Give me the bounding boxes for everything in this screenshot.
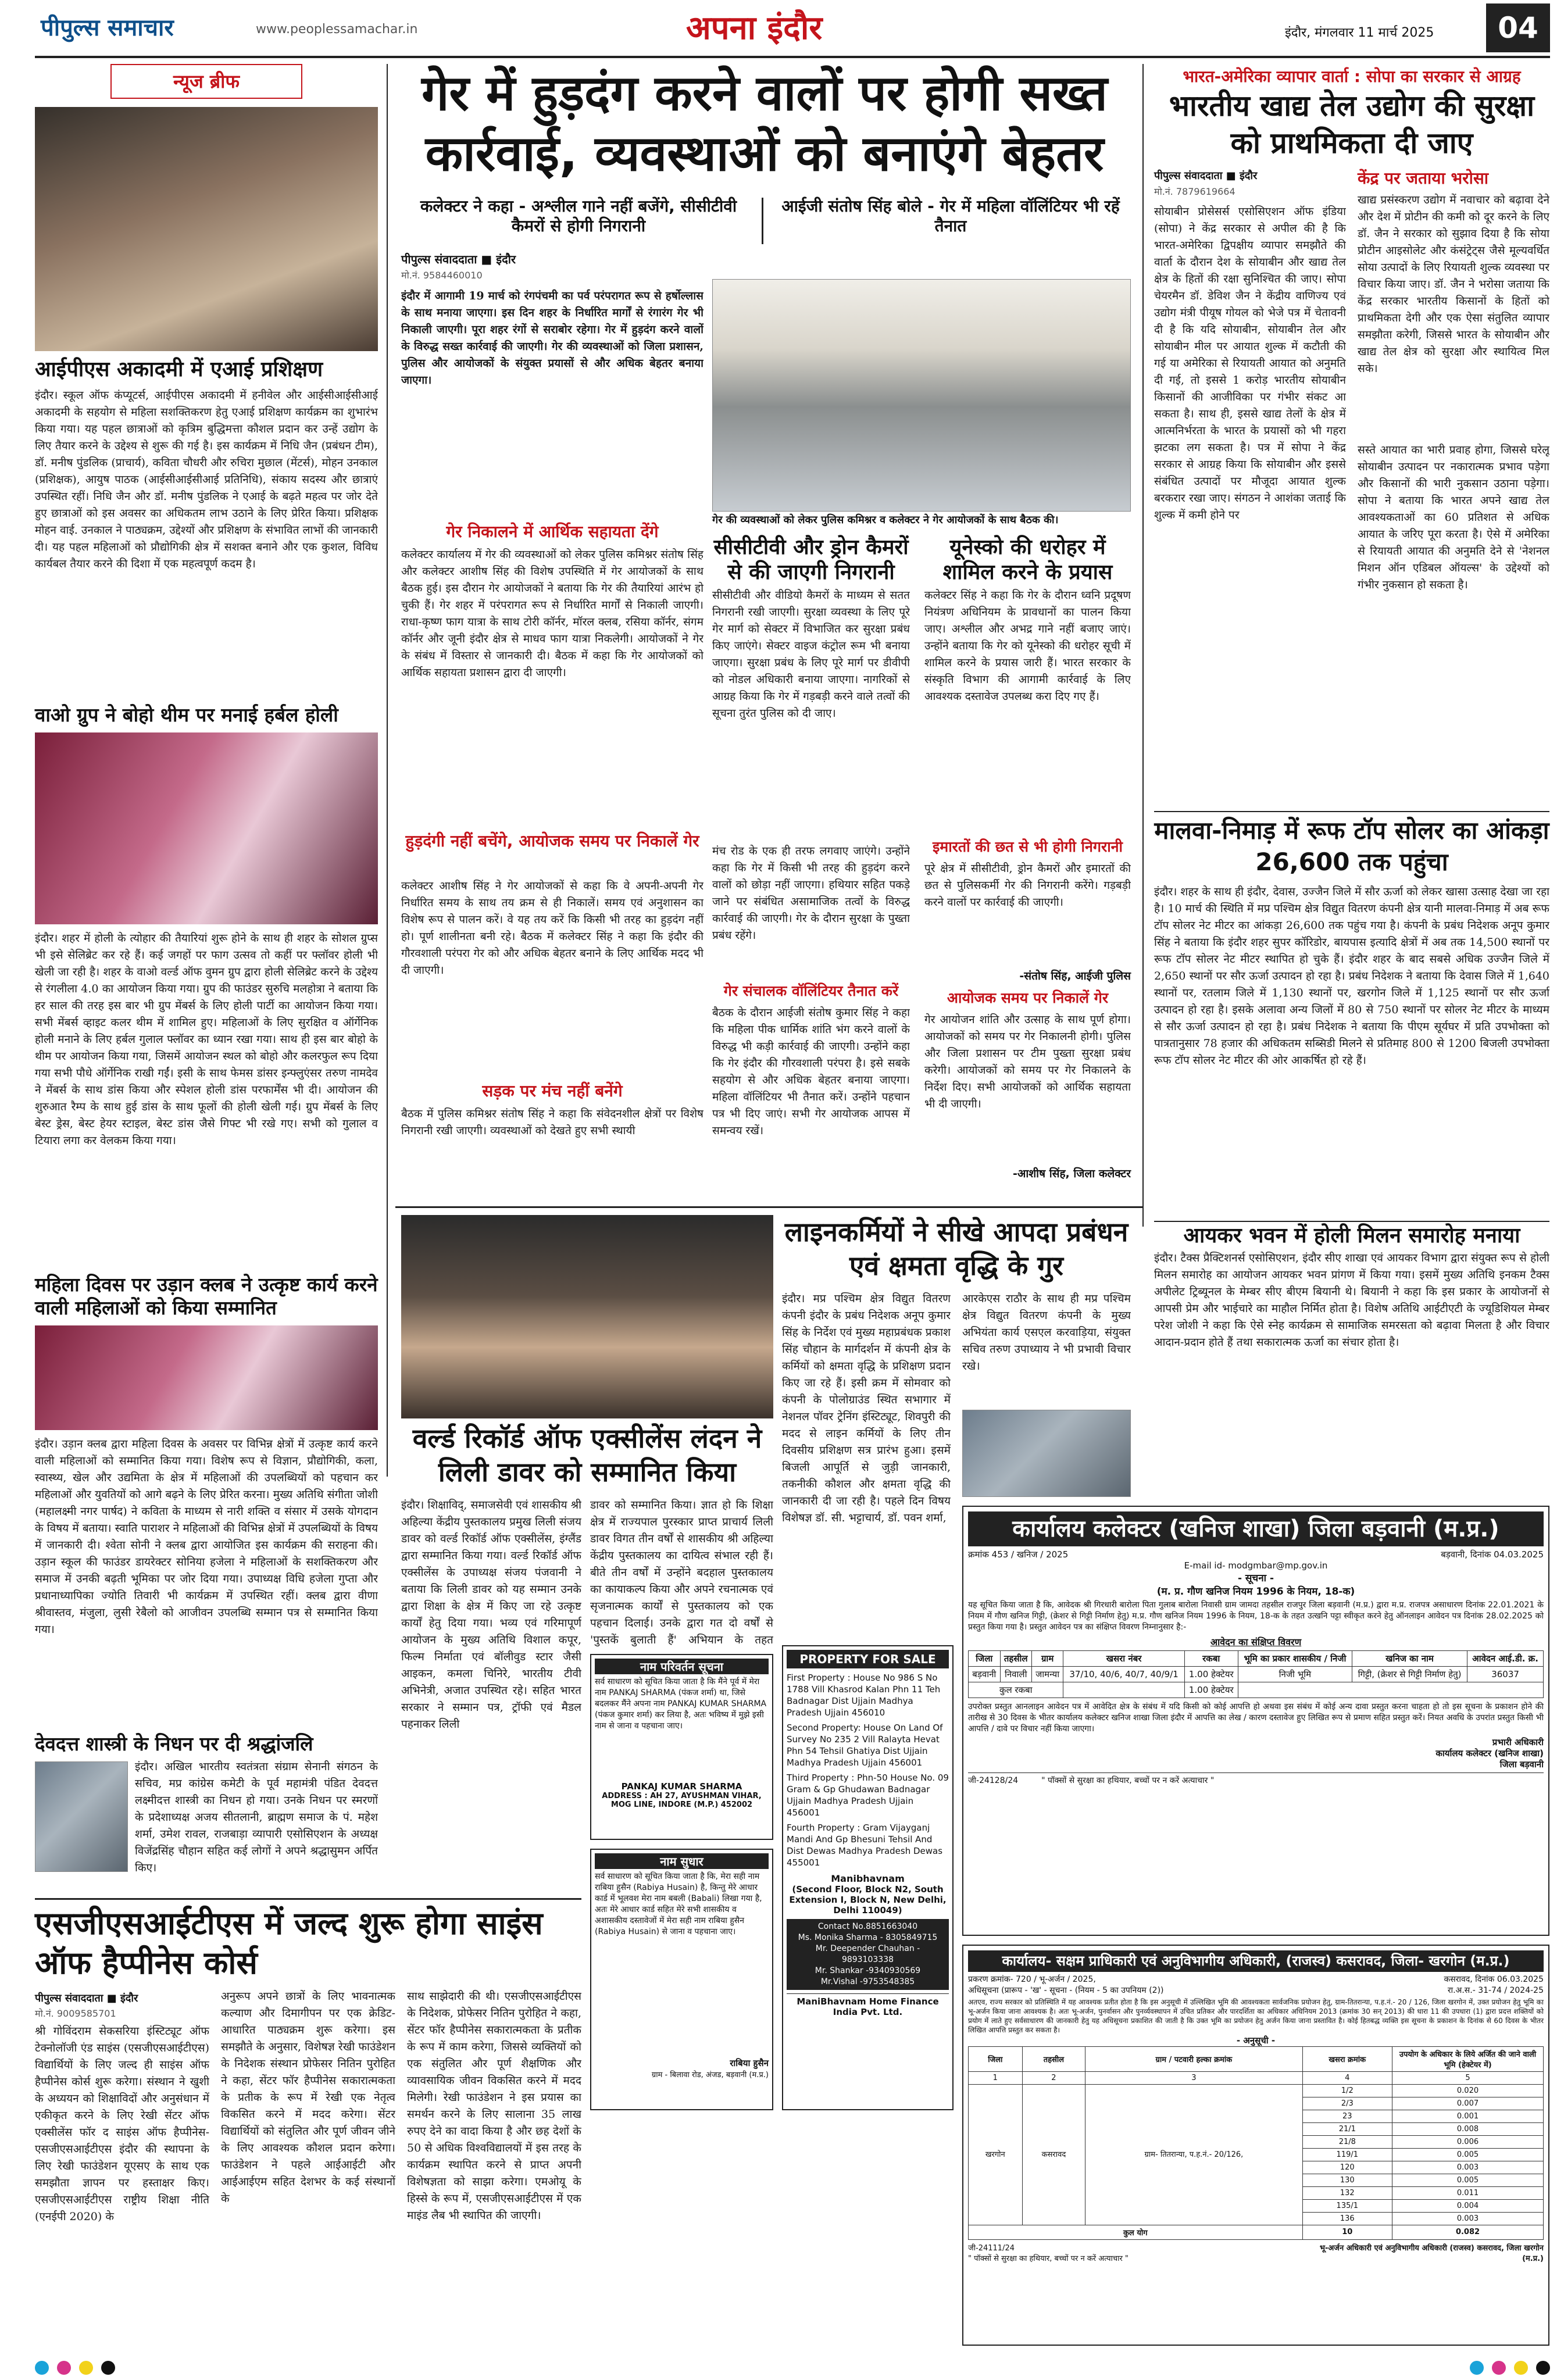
london-body-2: डावर को सम्मानित किया। ज्ञात हो कि शिक्षा क्षेत्र में राज्यपाल पुरस्कार प्राप्त प्राचार्य लिली डावर विगत तीन वर्षों से शासकीय श्री अहिल्या केंद्रीय पुस्तकालय का दायित्व संभाल रही हैं। बीते तीन वर्षों में उन्होंने बदहाल पुस्तकालय का कायाकल्प किया और अपने रचनात्मक एवं सृजनात्मक कार्यों से पुस्तकालय को एक पहचान दिलाई। उनके द्वारा गत दो वर्षों से 'पुस्तकें बुलाती हैं' अभियान के तहत xyxy=(590,1499,773,1646)
table-row: 135/1 0.004 xyxy=(969,2199,1544,2212)
table-total-row: कुल रकबा 1.00 हेक्टेयर xyxy=(969,1682,1544,1698)
collector-subtitle: - सूचना - xyxy=(1237,1573,1274,1584)
sgs-body-3: साथ साझेदारी की थी। एसजीएसआईटीएस के निदेशक, प्रोफेसर नितिन पुरोहित ने कहा, सेंटर फॉर हैप्पीनेस सकारात्मकता के प्रतीक के रूप में काम करेगा, जिससे व्यक्तियों को एक संतुलित और पूर्ण शैक्षणिक और व्यावसायिक जीवन विकसित करने में मदद मिलेगी। रेखी फाउंडेशन ने इस प्रयास का समर्थन करने के लिए सालाना 35 लाख रुपए देने का वादा किया है और छह देशों के 50 से अधिक विश्वविद्यालयों में इस तरह के कार्यक्रम स्थापित करने से प्राप्त अपनी विशेषज्ञता को साझा करेगा। एमओयू के हिस्से के रूप में, एसजीएसआईटीएस में एक माइंड लैब भी स्थापित की जाएगी। xyxy=(407,1990,581,2222)
lineman-headline: लाइनकर्मियों ने सीखे आपदा प्रबंधन एवं क्षमता वृद्धि के गुर xyxy=(784,1216,1129,1281)
unesco-headline: यूनेस्को की धरोहर में शामिल करने के प्रयास xyxy=(942,535,1113,585)
lead-para-1: कलेक्टर कार्यालय में गेर की व्यवस्थाओं को लेकर पुलिस कमिश्नर संतोष सिंह और कलेक्टर आशीष सिंह की विशेष उपस्थिति में गेर आयोजकों के साथ बैठक हुई। इस दौरान गेर आयोजकों ने बताया कि गेर की तैयारियां आरंभ हो चुकी हैं। गेर शहर में परंपरागत रूप से निर्धारित मार्गों से निकाली जाएगी। राधा-कृष्ण फाग यात्रा के साथ टोरी कॉर्नर, मॉरल क्लब, रसिया कॉर्नर, संगम कॉर्नर और जूनी इंदौर क्षेत्र से माधव फाग यात्रा निकलेगी। आयोजकों ने गेर के संबंध में विस्तार से जानकारी दी। बैठक में कहा कि गेर आयोजकों को आर्थिक सहायता प्रशासन द्वारा दी जाएगी। xyxy=(401,548,703,679)
brief-title-4: देवदत्त शास्त्री के निधन पर दी श्रद्धांजलि xyxy=(35,1732,313,1755)
devdutt-portrait xyxy=(35,1761,128,1872)
contact-line: Contact No.8851663040 xyxy=(817,1922,918,1931)
property-2: Second Property: House On Land Of Survey No 235 2 Vill Ralayta Hevat Phn 54 Tehsil Ghatiya Dist Ujjain Madhya Pradesh Ujjain 456001 xyxy=(787,1723,943,1768)
collector-table xyxy=(968,1650,1544,1698)
kasrawad-village: ग्राम- तितरान्या, प.ह.नं.- 20/126, xyxy=(1085,2084,1302,2225)
london-body-1: इंदौर। शिक्षाविद्, समाजसेवी एवं शासकीय श्री अहिल्या केंद्रीय पुस्तकालय प्रमुख लिली संजय डावर को वर्ल्ड रिकॉर्ड ऑफ एक्सीलेंस, इंग्लैंड द्वारा सम्मानित किया गया। वर्ल्ड रिकॉर्ड ऑफ एक्सीलेंस के उपाध्यक्ष संजय पंजवानी ने बताया कि लिली डावर को यह सम्मान उनके द्वारा शिक्षा के क्षेत्र में किए जा रहे उत्कृष्ट कार्यों हेतु दिया गया। भव्य एवं गरिमापूर्ण आयोजन के मुख्य अतिथि विशाल कपूर, फिल्म निर्माता एवं बॉलीवुड स्टार जैसी आइकन, कमला चिनिरे, भारतीय टीवी अभिनेत्री, अजात उपस्थित रहे। सहित भारत सरकार ने सम्मान पत्र, ट्रॉफी एवं मैडल पहनाकर लिली xyxy=(401,1499,581,1731)
property-ad xyxy=(782,1645,954,2110)
lineman-body-1: इंदौर। मप्र पश्चिम क्षेत्र विद्युत वितरण कंपनी इंदौर के प्रबंध निदेशक अनूप कुमार सिंह के निर्देश एवं मुख्य महाप्रबंधक प्रकाश सिंह चौहान के मार्गदर्शन में कंपनी क्षेत्र के कर्मियों को क्षमता वृद्धि के प्रशिक्षण प्रदान किए जा रहे हैं। इसी क्रम में सोमवार को कंपनी के पोलोग्राउंड स्थित सभागार में नेशनल पॉवर ट्रेनिंग इंस्टिट्यूट, शिवपुरी की मदद से लाइन कर्मियों के लिए तीन दिवसीय प्रशिक्षण सत्र प्रारंभ हुआ। इसमें बिजली आपूर्ति से जुड़ी जानकारी, तकनीकी कौशल और क्षमता वृद्धि की जानकारी दी जा रही है। पहले दिन विषय विशेषज्ञ डॉ. सी. भट्टाचार्य, डॉ. पवन शर्मा, xyxy=(782,1292,951,1524)
london-headline: वर्ल्ड रिकॉर्ड ऑफ एक्सीलेंस लंदन ने लिली डावर को सम्मानित किया xyxy=(412,1423,762,1488)
notice2-address: ग्राम - बिलावा रोड, अंजड, बड़वानी (म.प्र.) xyxy=(651,2071,769,2079)
kasrawad-pocso: " पॉक्सों से सुरक्षा का हथियार, बच्चों पर न करें अत्याचार " xyxy=(968,2254,1129,2263)
table-row: 21/8 0.006 xyxy=(969,2135,1544,2148)
contact-line: Ms. Monika Sharma - 8305849715 xyxy=(798,1933,938,1942)
kasrawad-ref-2: रा.अ.स.- 31-74 / 2024-25 xyxy=(1447,1985,1544,1995)
collector-table-title: आवेदन का संक्षिप्त विवरण xyxy=(1210,1636,1302,1648)
oil-kicker: भारत-अमेरिका व्यापार वार्ता : सोपा का सरकार से आग्रह xyxy=(1183,67,1521,86)
lead-deck-2: आईजी संतोष सिंह बोले - गेर में महिला वॉलिंटियर भी रहें तैनात xyxy=(781,196,1120,235)
oil-headline: भारतीय खाद्य तेल उद्योग की सुरक्षा को प्राथमिकता दी जाए xyxy=(1169,89,1535,160)
collector-footer-code: जी-24128/24 xyxy=(968,1776,1019,1785)
table-header: आवेदन आई.डी. क्र. xyxy=(1467,1651,1544,1667)
news-brief-label: न्यूज ब्रीफ xyxy=(110,64,302,99)
kasrawad-body: अतएव, राज्य सरकार को प्रतिस्थिति में यह आवश्यक प्रतीत होता है कि इस अनुसूची में उल्लिखित भूमि की आवश्यकता सार्वजनिक प्रयोजन हेतु, ग्राम-तितरान्या, प.ह.नं.- 20 / 126, जिला खरगोन में, उक्त प्रयोजन हेतु भूमि का भू-अर्जन किया जाना आवश्यक है। अतः भू-अर्जन, पुनर्वासन और पुनर्व्यवस्थापन में उचित प्रतिकर और पारदर्शिता का अधिकार अधिनियम 2013 (क्रमांक 30 सन् 2013) की धारा 11 की उपधारा (1) द्वारा प्रदत्त शक्तियों को प्रयोग में लाते हुए सर्वसाधारण की जानकारी हेतु यह अधिसूचना प्रकाशित की जाती है कि उक्त भूमि का प्रयोजन हेतु अर्जन किया जाना प्रस्तावित है। कोई हितबद्ध व्यक्ति इस सूचना के प्रकाशन के दिनांक से 60 दिवस के भीतर लिखित आपत्ति प्रस्तुत कर सकता है। xyxy=(968,1997,1544,2034)
masthead-url[interactable]: www.peoplessamachar.in xyxy=(256,22,418,37)
collector-sig-1: प्रभारी अधिकारी xyxy=(1492,1737,1544,1748)
kasrawad-footer-code: जी-24111/24 xyxy=(968,2243,1015,2253)
table-header: खसरा क्रमांक xyxy=(1302,2046,1392,2071)
collector-date: बड़वानी, दिनांक 04.03.2025 xyxy=(1441,1549,1544,1560)
lead-headline: गेर में हुड़दंग करने वालों पर होगी सख्त कार्रवाई, व्यवस्थाओं को बनाएंगे बेहतर xyxy=(422,65,1108,182)
london-award-photo xyxy=(401,1215,773,1418)
table-header: भूमि का प्रकार शासकीय / निजी xyxy=(1238,1651,1352,1667)
masthead xyxy=(0,0,1557,58)
sgs-body-1: श्री गोविंदराम सेकसरिया इंस्टिट्यूट ऑफ टेक्नोलॉजी एंड साइंस (एसजीएसआईटीएस) विद्यार्थियों के लिए जल्द ही साइंस ऑफ हैप्पीनेस कोर्स शुरू करेगा। संस्थान ने खुशी के अध्ययन को शिक्षाविदों और अनुसंधान में एकीकृत करने के लिए रेखी सेंटर ऑफ एक्सीलेंस फॉर द साइंस ऑफ हैप्पीनेस-एसजीएसआईटीएस इंदौर की स्थापना के लिए रेखी फाउंडेशन यूएसए के साथ एक समझौता ज्ञापन पर हस्ताक्षर किए। एसजीएसआईटीएस राष्ट्रीय शिक्षा नीति (एनईपी 2020) के xyxy=(35,2025,209,2223)
lead-para-2: कलेक्टर आशीष सिंह ने गेर आयोजकों से कहा कि वे अपनी-अपनी गेर निर्धारित समय के साथ तय क्रम से ही निकालें। समय एवं अनुशासन का विशेष रूप से पालन करें। वे यह तय करें कि किसी भी तरह का हुड़दंग नहीं हो। पूर्ण शालीनता बनी रहे। बैठक में कलेक्टर सिंह ने कहा कि इंदौर की गौरवशाली परंपरा गेर को और अधिक बेहतर बनाने के लिए आर्थिक मदद भी दी जाएगी। xyxy=(401,880,703,977)
kasrawad-date: कसरावद, दिनांक 06.03.2025 xyxy=(1444,1974,1544,1984)
brief-body-2: इंदौर। शहर में होली के त्योहार की तैयारियां शुरू होने के साथ ही शहर के सोशल ग्रुप्स भी इसे सेलिब्रेट कर रहे हैं। कई जगहों पर फाग उत्सव तो कहीं पर फ्लॉवर होली भी खेली जा रही है। शहर के वाओ वर्ल्ड ऑफ वुमन ग्रुप द्वारा होली सेलिब्रेट करने के उद्देश्य से रंगलीला 4.0 का आयोजन किया गया। ग्रुप की फाउंडर सुरुचि मलहोत्रा ने बताया कि हर साल की तरह इस बार भी ग्रुप मेंबर्स के लिए होली पार्टी का आयोजन किया गया। सभी मेंबर्स व्हाइट कलर थीम में शामिल हुए। महिलाओं के लिए सुरक्षित व ऑर्गेनिक होली मनाने के लिए हर्बल गुलाल फ्लॉवर का ध्यान रखा गया। साथ ही इस बार बोहो के थीम पर आयोजन किया गया, जिसमें आयोजन स्थल को बोहो और कलरफुल रूप दिया गया सभी पौधे ऑर्गेनिक राखी गईं। इसी के साथ फेमस डांसर इन्फ्लुएंसर तरुण नामदेव ने मेंबर्स के साथ डांस किया और स्पेशल होली डांस परफार्मेंस भी दी। आयोजन की शुरुआत रैम्प के साथ हुई डांस के साथ फूलों की होली खेली गई। ग्रुप मेंबर्स के लिए बेस्ट ड्रेस, बेस्ट हेयर स्टाइल, बेस्ट डांस जैसे गिफ्ट भी रखे गए। सभी को गुलाल व टियारा लगा कर वेलकम किया गया। xyxy=(35,932,378,1147)
kasrawad-ref: प्रकरण क्रमांक- 720 / भू-अर्जन / 2025, xyxy=(968,1974,1096,1984)
collector-quote-attribution: -आशीष सिंह, जिला कलेक्टर xyxy=(1012,1167,1131,1180)
oil-body-1: सोयाबीन प्रोसेसर्स एसोसिएशन ऑफ इंडिया (सोपा) ने केंद्र सरकार से अपील की है कि भारत-अमेरिका द्विपक्षीय व्यापार समझौते की वार्ता के दौरान देश के सोयाबीन और खाद्य तेल क्षेत्र के हितों की रक्षा सुनिश्चित की जाए। सोपा चेयरमैन डॉ. डेविश जैन ने केंद्रीय वाणिज्य एवं उद्योग मंत्री पीयूष गोयल को भेजे पत्र में चेतावनी दी है कि यदि सोयाबीन, सोयाबीन तेल और सोयाबीन मील पर आयात शुल्क में कटौती की गई या अमेरिका से रियायती आयात को अनुमति दी गई, तो इससे 1 करोड़ भारतीय सोयाबीन किसानों की आजीविका पर गंभीर संकट आ सकता है। साथ ही, इससे खाद्य तेलों के क्षेत्र में आत्मनिर्भरता के भारत के प्रयासों को भी गहरा झटका लग सकता है। पत्र में सोपा ने केंद्र सरकार से आग्रह किया कि सोयाबीन और इससे संबंधित उत्पादों पर मौजूदा आयात शुल्क बरकरार रखा जाए। संगठन ने आशंका जताई कि शुल्क में कमी होने पर xyxy=(1154,205,1346,521)
property-address: (Second Floor, Block N2, South Extension I, Block N, New Delhi, Delhi 110049) xyxy=(789,1884,947,1916)
property-3: Third Property : Phn-50 House No. 09 Gram & Gp Ghudawan Badnagar Ujjain Madhya Pradesh Ujjain 456001 xyxy=(787,1773,949,1818)
table-header: तहसील xyxy=(1022,2046,1085,2071)
lead-meeting-photo xyxy=(712,279,1131,512)
table-row: 120 0.003 xyxy=(969,2161,1544,2174)
oil-subhead: केंद्र पर जताया भरोसा xyxy=(1358,169,1489,188)
table-row: खरगोन कसरावद ग्राम- तितरान्या, प.ह.नं.- 20/126, 1/2 0.020 xyxy=(969,2084,1544,2097)
kasrawad-form: अधिसूचना (प्रारूप - 'ख' - सूचना - (नियम - 5 का उपनियम (2)) xyxy=(968,1985,1164,1995)
table-row: 136 0.003 xyxy=(969,2212,1544,2225)
solar-headline: मालवा-निमाड़ में रूफ टॉप सोलर का आंकड़ा 26,600 तक पहुंचा xyxy=(1154,816,1549,876)
collector-sig-2: कार्यालय कलेक्टर (खनिज शाखा) xyxy=(1435,1748,1544,1759)
masthead-logo: पीपुल्स समाचार xyxy=(41,15,174,41)
lead-phone: मो.नं. 9584460010 xyxy=(401,270,483,281)
collector-pocso: " पॉक्सों से सुरक्षा का हथियार, बच्चों पर न करें अत्याचार " xyxy=(1041,1776,1215,1785)
kasrawad-schedule: - अनुसूची - xyxy=(1236,2035,1276,2046)
lineman-body-2: आरकेएस राठौर के साथ ही मप्र पश्चिम क्षेत्र विद्युत वितरण कंपनी के मुख्य अभियंता कार्य एसएल करवाड़िया, संयुक्त सचिव तरुण उपाध्याय ने भी प्रभावी विचार रखे। xyxy=(962,1292,1131,1373)
table-row: 21/1 0.008 xyxy=(969,2122,1544,2135)
volunteer-subhead: गेर संचालक वॉलिंटियर तैनात करें xyxy=(723,982,899,999)
collector-rule: (म. प्र. गौण खनिज नियम 1996 के नियम, 18-क) xyxy=(1156,1586,1355,1598)
dateline: इंदौर, मंगलवार 11 मार्च 2025 xyxy=(1285,26,1434,40)
property-company: Manibhavnam xyxy=(831,1873,905,1884)
table-row: 2/3 0.007 xyxy=(969,2097,1544,2110)
registration-bar xyxy=(35,2359,1550,2377)
brief-title-3: महिला दिवस पर उड़ान क्लब ने उत्कृष्ट कार्य करने वाली महिलाओं को किया सम्मानित xyxy=(35,1273,378,1319)
lead-subhead-2: हुड़दंगी नहीं बचेंगे, आयोजक समय पर निकालें गेर xyxy=(405,831,699,850)
collector-quote: गेर आयोजन शांति और उत्साह के साथ पूर्ण होगा। आयोजकों को समय पर गेर निकालनी होगी। पुलिस और जिला प्रशासन पर टीम पुख्ता सुरक्षा प्रबंध करेगी। आयोजकों को समय पर गेर निकालने के निर्देश दिए। सभी आयोजकों को आर्थिक सहायता भी दी जाएगी। xyxy=(924,1013,1131,1110)
table-header: ग्राम / पटवारी हल्का क्रमांक xyxy=(1085,2046,1302,2071)
oil-body-3: सस्ते आयात का भारी प्रवाह होगा, जिससे घरेलू सोयाबीन उत्पादन पर नकारात्मक प्रभाव पड़ेगा और किसानों की भारी नुकसान उठाना पड़ेगा। सोपा ने बताया कि भारत अपने खाद्य तेल आवश्यकताओं का 60 प्रतिशत से अधिक आयात के जरिए पूरा करता है। ऐसे में अमेरिका से रियायती आयात की अनुमति देने से 'नेशनल मिशन ऑन एडिबल ऑयल्स' के उद्देश्यों को गंभीर नुकसान हो सकता है। xyxy=(1358,444,1549,591)
collector-body-2: उपरोक्त प्रस्तुत आनलाइन आवेदन पत्र में आवेदित क्षेत्र के संबंध में यदि किसी को कोई आपत्ति हो अथवा इस संबंध में कोई अन्य दावा प्रस्तुत करना चाहता हो तो इस सूचना के प्रकाशन होने की तारीख से 30 दिवस के भीतर कार्यालय कलेक्टर खनिज शाखा जिला इंदौर में आपत्ति का लेख / कारण दस्तावेज हुए लिखित रूप से प्रमाण सहित प्रस्तुत करें। नियत अवधि के उपरांत प्रस्तुत किसी भी आपत्ति / दावे पर विचार नहीं किया जाएगा। xyxy=(968,1702,1544,1734)
notice1-name: PANKAJ KUMAR SHARMA xyxy=(621,1781,742,1792)
sgs-byline: पीपुल्स संवाददाता ■ इंदौर xyxy=(35,1992,138,2004)
table-row: 132 0.011 xyxy=(969,2186,1544,2199)
tax-body: इंदौर। टैक्स प्रैक्टिशनर्स एसोसिएशन, इंदौर सीए शाखा एवं आयकर विभाग द्वारा संयुक्त रूप से होली मिलन समारोह का आयोजन आयकर भवन प्रांगण में किया गया। इसमें मुख्य अतिथि इनकम टैक्स अपीलेट ट्रिब्यूनल के मेम्बर सीए बीएम बियानी थे। बियानी ने कहा कि इस प्रकार के आयोजनों से आपसी प्रेम और भाईचारे का माहौल निर्मित होता है। विशेष अतिथि आईटीएटी के ज्यूडिशियल मेम्बर परेश जोशी ने कहा कि ऐसे स्नेह कार्यक्रम से सामाजिक समरसता को बढ़ावा मिलता है और विचार आदान-प्रदान होते हैं तथा सकारात्मक ऊर्जा का संचार होता है। xyxy=(1154,1252,1549,1349)
kasrawad-district: खरगोन xyxy=(969,2084,1023,2225)
property-1: First Property : House No 986 S No 1788 Vill Khasrod Kalan Phn 11 Teh Badnagar Dist Ujjain Madhya Pradesh Ujjain 456010 xyxy=(787,1673,941,1718)
contact-line: Mr. Shankar -9340930569 xyxy=(815,1966,921,1975)
brief-body-1: इंदौर। स्कूल ऑफ कंप्यूटर्स, आईपीएस अकादमी में हनीवेल और आईसीआईसीआई अकादमी के सहयोग से महिला सशक्तिकरण हेतु एआई प्रशिक्षण कार्यक्रम का शुभारंभ किया गया। यह पहल छात्राओं को कृत्रिम बुद्धिमत्ता कौशल प्रदान कर उन्हें उद्योग के लिए तैयार करने के उद्देश्य से शुरू की गई है। इस कार्यक्रम में निधि जैन (प्रबंधन टीम), डॉ. मनीष पुंडलिक (प्राचार्य), कविता चौधरी और रुचिरा मुछाल (मेंटर्स), मोहन उनकाल (प्रशिक्षक), आयुष पाठक (आईसीआईसीआई प्रतिनिधि), संकाय सदस्य और छात्राएं उपस्थित रहीं। निधि जैन और डॉ. मनीष पुंडलिक ने एआई के बढ़ते महत्व पर जोर देते हुए छात्राओं को इस अवसर का अधिकतम लाभ उठाने के लिए प्रेरित किया। प्रशिक्षक मोहन वाई. उनकाल ने पाठ्यक्रम, उद्देश्यों और प्रशिक्षण के संभावित लाभों की जानकारी दी। यह पहल महिलाओं को प्रौद्योगिकी क्षेत्र में सशक्त बनाने और एक कुशल, विविध कार्यबल तैयार करने की दिशा में एक महत्वपूर्ण कदम है। xyxy=(35,389,378,570)
collector-email[interactable]: E-mail id- modgmbar@mp.gov.in xyxy=(1184,1560,1328,1571)
property-footer: ManiBhavnam Home Finance India Pvt. Ltd. xyxy=(787,1993,949,2017)
kasrawad-notice xyxy=(962,1945,1549,2346)
notice1-address: ADDRESS : AH 27, AYUSHMAN VIHAR, MOG LINE, INDORE (M.P.) 452002 xyxy=(602,1792,762,1809)
lead-subhead-3: सड़क पर मंच नहीं बनेंगे xyxy=(482,1081,623,1100)
lead-para-3: बैठक में पुलिस कमिश्नर संतोष सिंह ने कहा कि संवेदनशील क्षेत्रों पर विशेष निगरानी रखी जाएगी। व्यवस्थाओं को देखते हुए सभी स्थायी xyxy=(401,1107,703,1137)
table-row: 119/1 0.005 xyxy=(969,2148,1544,2161)
kasrawad-signature: भू-अर्जन अधिकारी एवं अनुविभागीय अधिकारी (राजस्व) कसरावद, जिला खरगोन (म.प्र.) xyxy=(1319,2243,1544,2263)
brief-body-4: इंदौर। अखिल भारतीय स्वतंत्रता संग्राम सेनानी संगठन के सचिव, मप्र कांग्रेस कमेटी के पूर्व महामंत्री पंडित देवदत्त लक्ष्मीदत्त शास्त्री का निधन हो गया। उनके निधन पर स्मरणों के प्रदेशाध्यक्ष अजय सीतलानी, ब्राह्मण समाज के पं. महेश शर्मा, उमेश रावल, राजबाड़ा व्यापारी एसोसिएशन के अध्यक्ष विजेंद्रसिंह चौहान सहित कई लोगों ने अपने श्रद्धासुमन अर्पित किए। xyxy=(135,1760,378,1874)
ig-quote-attribution: -संतोष सिंह, आईजी पुलिस xyxy=(1019,970,1131,982)
notice1-title: नाम परिवर्तन सूचना xyxy=(595,1659,769,1674)
table-header: रकबा xyxy=(1184,1651,1238,1667)
notice2-name: राबिया हुसैन xyxy=(730,2058,769,2068)
ips-academy-photo xyxy=(35,107,378,351)
oil-phone: मो.नं. 7879619664 xyxy=(1154,186,1235,197)
collector-ref: क्रमांक 453 / खनिज / 2025 xyxy=(968,1549,1069,1560)
kasrawad-title: कार्यालय- सक्षम प्राधिकारी एवं अनुविभागीय अधिकारी, (राजस्व) कसरावद, जिला- खरगोन (म.प्र.) xyxy=(968,1950,1544,1972)
table-header: खनिज का नाम xyxy=(1352,1651,1467,1667)
name-correction-notice xyxy=(590,1849,773,2110)
lead-deck-1: कलेक्टर ने कहा - अश्लील गाने नहीं बजेंगे, सीसीटीवी कैमरों से होगी निगरानी xyxy=(420,196,737,235)
cctv-headline: सीसीटीवी और ड्रोन कैमरों से की जाएगी निगरानी xyxy=(713,535,909,585)
contact-line: Mr.Vishal -9753548385 xyxy=(820,1977,915,1986)
tax-headline: आयकर भवन में होली मिलन समारोह मनाया xyxy=(1183,1224,1520,1248)
news-brief-column xyxy=(35,64,378,1802)
collector-notice xyxy=(962,1506,1549,1936)
notice1-body: सर्व साधारण को सूचित किया जाता है कि मैंने पूर्व में मेरा नाम PANKAJ SHARMA (पंकज शर्मा) था, जिसे बदलकर मैंने अपना नाम PANKAJ KUMAR SHARMA (पंकज कुमार शर्मा) कर लिया है, अतः भविष्य में मुझे इसी नाम से जाना व पहचाना जाए। xyxy=(595,1677,767,1731)
volunteer-body: बैठक के दौरान आईजी संतोष कुमार सिंह ने कहा कि महिला पीक धार्मिक शांति भंग करने वालों के विरुद्ध भी कड़ी कार्रवाई की जाएगी। उन्होंने कहा कि गेर इंदौर की गौरवशाली परंपरा है। इसे सबके सहयोग से और अधिक बेहतर बनाया जाएगा। महिला वॉलिंटियर भी तैनात करें। उन्होंने पहचान पत्र भी दिए जाएं। सभी गेर आयोजक आपस में समन्वय रखें। xyxy=(712,1006,910,1137)
oil-body-2: खाद्य प्रसंस्करण उद्योग में नवाचार को बढ़ावा देने और देश में प्रोटीन की कमी को दूर करने के लिए डॉ. जैन ने सरकार को सुझाव दिया है कि सोया प्रोटीन आइसोलेट और कंसंट्रेट्स जैसे मूल्यवर्धित सोया उत्पादों के लिए रियायती शुल्क व्यवस्था पर विचार किया जाए। डॉ. जैन ने भरोसा जताया कि केंद्र सरकार भारतीय किसानों के हितों को प्राथमिकता देगी और एक ऐसा संतुलित व्यापार समझौता करेगी, जिससे भारत के सोयाबीन और खाद्य तेल क्षेत्र को सुरक्षा और स्थायित्व मिल सके। xyxy=(1358,194,1549,375)
property-4: Fourth Property : Gram Vijayganj Mandi And Gp Bhesuni Tehsil And Dist Dewas Madhya Pradesh Dewas 455001 xyxy=(787,1822,943,1868)
unesco-body: कलेक्टर सिंह ने कहा कि गेर के दौरान ध्वनि प्रदूषण नियंत्रण अधिनियम के प्रावधानों का पालन किया जाए। अश्लील और अभद्र गाने नहीं बजाए जाएं। उन्होंने बताया कि गेर को यूनेस्को की धरोहर सूची में शामिल करने के प्रयास जारी हैं। भारत सरकार के संस्कृति विभाग की आगामी कार्रवाई के लिए आवश्यक दस्तावेज उपलब्ध करा दिए गए हैं। xyxy=(924,589,1131,703)
table-row: बड़वानी निवाली जामन्या 37/10, 40/6, 40/7, 40/9/1 1.00 हेक्टेयर निजी भूमि गिट्टी, (क्रेशर से गिट्टी निर्माण हेतु) 36037 xyxy=(969,1667,1544,1682)
holi-photo xyxy=(35,732,378,924)
section-title: अपना इंदौर xyxy=(686,9,823,47)
ig-quote: पूरे क्षेत्र में सीसीटीवी, ड्रोन कैमरों और इमारतों की छत से पुलिसकर्मी गेर की निगरानी करेंगे। गड़बड़ी करने वालों पर कार्रवाई की जाएगी। xyxy=(924,862,1131,909)
collector-sig-3: जिला बड़वानी xyxy=(1499,1759,1544,1770)
contact-line: Mr. Deepender Chauhan - 9893103338 xyxy=(815,1944,920,1964)
collector-body: यह सूचित किया जाता है कि, आवेदक श्री गिरधारी बारोला पिता गुलाब बारोला निवासी ग्राम जामदा तहसील राजपुर जिला बड़वानी (म.प्र.) द्वारा म.प्र. राजपत्र असाधारण दिनांक 22.01.2021 के नियम में गौण खनिज गिट्टी, (क्रेशर से गिट्टी निर्माण हेतु) म.प्र. गौण खनिज नियम 1996 के नियम, 18-क के तहत उत्खनि पट्टा स्वीकृत करने हेतु ऑनलाइन आवेदन पत्र दिनांक 28.02.2025 को प्रस्तुत किया गया है। प्रस्तुत आवेदन पत्र का संक्षिप्त विवरण निम्नानुसार है:- xyxy=(968,1600,1544,1632)
property-title: PROPERTY FOR SALE xyxy=(787,1650,949,1668)
table-header: तहसील xyxy=(1000,1651,1031,1667)
table-header: उपयोग के अधिकार के लिये अर्जित की जाने वाली भूमि (हेक्टेयर में) xyxy=(1392,2046,1544,2071)
name-change-notice xyxy=(590,1654,773,1840)
notice2-title: नाम सुधार xyxy=(595,1853,769,1869)
rooftop-subhead: इमारतों की छत से भी होगी निगरानी xyxy=(932,838,1123,855)
table-header: खसरा नंबर xyxy=(1063,1651,1184,1667)
cctv-body-cont: मंच रोड के एक ही तरफ लगवाए जाएंगे। उन्होंने कहा कि गेर में किसी भी तरह की हुड़दंग करने वालों को छोड़ा नहीं जाएगा। हथियार सहित पकड़े जाने पर संबंधित असामाजिक तत्वों के विरुद्ध कार्रवाई की जाएगी। गेर के दौरान सुरक्षा के पुख्ता प्रबंध रहेंगे। xyxy=(712,845,910,942)
solar-body: इंदौर। शहर के साथ ही इंदौर, देवास, उज्जैन जिले में सौर ऊर्जा को लेकर खासा उत्साह देखा जा रहा है। 10 मार्च की स्थिति में मप्र पश्चिम क्षेत्र विद्युत वितरण कंपनी क्षेत्र यानी मालवा-निमाड़ में अब रूफ टॉप सोलर नेट मीटर का आंकड़ा 26,600 तक पहुंच गया है। कंपनी के प्रबंध निदेशक अनूप कुमार सिंह ने बताया कि इंदौर शहर सुपर कॉरिडोर, बायपास इत्यादि क्षेत्रों में अब तक 14,500 स्थानों पर रूफ टॉप सोलर नेट मीटर स्थापित हो चुके हैं। इंदौर शहर के बाद सबसे अधिक उज्जैन जिले में 2,650 स्थानों पर सौर ऊर्जा उत्पादन हो रहा है। प्रबंध निदेशक ने बताया कि देवास जिले में 1,640 स्थानों पर, रतलाम जिले में 1,130 स्थानों पर, खरगोन जिले में 1,125 स्थानों पर सौर ऊर्जा उत्पादन हो रहा है। इसके अलावा अन्य जिलों में 80 से 750 स्थानों पर सोलर नेट मीटर के माध्यम से सौर ऊर्जा उत्पादन हो रहा है। प्रबंध निदेशक ने बताया कि पीएम सूर्यघर में प्रति उपभोक्ता को पात्रतानुसार 78 हजार की अधिकतम सब्सिडी मिलने से प्रतिमाह 800 से 1200 बिजली उपभोक्ता रूफ टॉप सोलर नेट मीटर की ओर आकर्षित हो रहे हैं। xyxy=(1154,885,1549,1067)
kasrawad-table: जिला तहसील ग्राम / पटवारी हल्का क्रमांक खसरा क्रमांक उपयोग के अधिकार के लिये अर्जित की जाने वाली भूमि (हेक्टेयर में) 1 2 3 4 5 खरगोन कसरावद ग्राम- तितरान्या, प.ह.नं.- 20/126, 1/2 0.020 2/3 0.007 23 0.001 21/1 0.008 21/8 0.006 119/1 0.005 120 0.003 130 0.005 132 0.011 135/1 0.004 136 0.003 कुल योग 10 0.082 xyxy=(968,2046,1544,2240)
page-number: 04 xyxy=(1486,3,1550,52)
table-row: 130 0.005 xyxy=(969,2174,1544,2186)
cctv-body: सीसीटीवी और वीडियो कैमरों के माध्यम से सतत निगरानी रखी जाएगी। सुरक्षा व्यवस्था के लिए पूरे गेर मार्ग को सेक्टर में विभाजित कर सुरक्षा प्रबंध किए जाएंगे। सेक्टर वाइज कंट्रोल रूम भी बनाया जाएगा। सुरक्षा प्रबंध के लिए पूरे मार्ग पर डीवीपी को नोडल अधिकारी बनाया जाएगा। नागरिकों से आग्रह किया कि गेर में गड़बड़ी करने वाले तत्वों की सूचना तुरंत पुलिस को दी जाए। xyxy=(712,589,910,720)
brief-title-1: आईपीएस अकादमी में एआई प्रशिक्षण xyxy=(35,358,323,381)
sgs-body-2: अनुरूप अपने छात्रों के लिए भावनात्मक कल्याण और दिमागीपन पर एक क्रेडिट-आधारित पाठ्यक्रम शुरू करेगा। इस समझौते के अनुसार, विशेषज्ञ रेखी फाउंडेशन के निदेशक संस्थान प्रोफेसर नितिन पुरोहित ने कहा, सेंटर फॉर हैप्पीनेस सकारात्मकता के प्रतीक के रूप में रेखी एक नेतृत्व विकसित करने में मदद करेगा। सेंटर विद्यार्थियों को संतुलित और पूर्ण जीवन जीने के लिए आवश्यक कौशल प्रदान करेगा। फाउंडेशन ने पहले आईआईटी और आईआईएम सहित देशभर के कई संस्थानों के xyxy=(221,1990,395,2205)
brief-title-2: वाओ ग्रुप ने बोहो थीम पर मनाई हर्बल होली xyxy=(35,703,338,726)
kasrawad-tehsil: कसरावद xyxy=(1022,2084,1085,2225)
collector-title: कार्यालय कलेक्टर (खनिज शाखा) जिला बड़वानी (म.प्र.) xyxy=(968,1511,1544,1546)
notice2-body: सर्व साधारण को सूचित किया जाता है कि, मेरा सही नाम राबिया हुसैन (Rabiya Husain) है, किन्तु मेरे आधार कार्ड में भूलवश मेरा नाम बबली (Babali) लिखा गया है, अतः मेरे आधार कार्ड सहित मेरे सभी शासकीय व अशासकीय दस्तावेजों में मेरा सही नाम राबिया हुसैन (Rabiya Husain) से जाना व पहचाना जाए। xyxy=(595,1872,762,1936)
table-header: ग्राम xyxy=(1031,1651,1063,1667)
table-row: 23 0.001 xyxy=(969,2110,1544,2122)
udaan-club-photo xyxy=(35,1325,378,1430)
organizers-subhead: आयोजक समय पर निकालें गेर xyxy=(947,989,1109,1006)
table-header: जिला xyxy=(969,1651,1001,1667)
brief-body-3: इंदौर। उड़ान क्लब द्वारा महिला दिवस के अवसर पर विभिन्न क्षेत्रों में उत्कृष्ट कार्य करने वाली महिलाओं को सम्मानित किया गया। विशेष रूप से विज्ञान, प्रौद्योगिकी, कला, स्वास्थ्य, खेल और उद्यमिता के क्षेत्र में महिलाओं की उपलब्धियों को पहचान कर महिलाओं और युवतियों को आगे बढ़ने के लिए प्रेरित करना। मुख्य अतिथि संगीता जोशी (महालक्ष्मी नगर पार्षद) ने कविता के माध्यम से नारी शक्ति व संसार में उसके योगदान के विषय में बताया। स्वाति पाराशर ने महिलाओं की विभिन्न क्षेत्रों में उपलब्धियों के विषय में जानकारी दी। श्वेता सोनी ने क्लब द्वारा आयोजित इस कार्यक्रम की सराहना की। उड़ान स्कूल की फाउंडर डायरेक्टर सोनिया हजेला ने महिलाओं के सशक्तिकरण और समाज में उनकी बढ़ती भूमिका पर जोर दिया गया। उपाध्यक्ष विधि हजेला गुप्ता और प्रधानाध्यापिका ज्योति तिवारी भी कार्यक्रम में उपस्थित रहीं। क्लब द्वारा वीणा श्रीवास्तव, मंजुला, लुसी रेबैलो को आजीवन उपलब्धि सम्मान पत्र से सम्मानित किया गया। xyxy=(35,1438,378,1636)
lead-intro: इंदौर में आगामी 19 मार्च को रंगपंचमी का पर्व परंपरागत रूप से हर्षोल्लास के साथ मनाया जाएगा। इस दिन शहर के निर्धारित मार्गों से रंगारंग गेर भी निकाली जाएगी। पूरा शहर रंगों से सराबोर रहेगा। गेर में हुड़दंग करने वालों के विरुद्ध सख्त कार्रवाई की जाएगी। गेर की व्यवस्थाओं को जिला प्रशासन, पुलिस और आयोजकों के संयुक्त प्रयासों से और अधिक बेहतर बनाया जाएगा। xyxy=(401,290,703,387)
table-header: जिला xyxy=(969,2046,1023,2071)
lead-photo-caption: गेर की व्यवस्थाओं को लेकर पुलिस कमिश्नर व कलेक्टर ने गेर आयोजकों के साथ बैठक की। xyxy=(712,514,1059,526)
table-total-row: कुल योग 10 0.082 xyxy=(969,2225,1544,2239)
lineman-photo xyxy=(962,1410,1131,1497)
property-contacts xyxy=(787,1919,949,1990)
lead-byline: पीपुल्स संवाददाता ■ इंदौर xyxy=(401,252,516,266)
sgs-headline: एसजीएसआईटीएस में जल्द शुरू होगा साइंस ऑफ हैप्पीनेस कोर्स xyxy=(35,1905,543,1981)
sgs-phone: मो.नं. 9009585701 xyxy=(35,2008,116,2019)
lead-subhead-1: गेर निकालने में आर्थिक सहायता देंगे xyxy=(446,522,659,541)
oil-byline: पीपुल्स संवाददाता ■ इंदौर xyxy=(1154,170,1258,182)
